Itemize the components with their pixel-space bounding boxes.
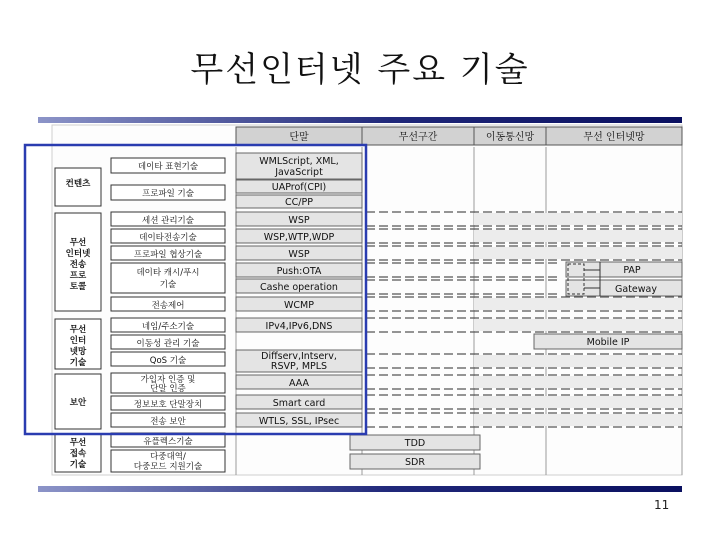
header-row [236,127,682,145]
tech-cache-push-1: 데이타 캐시/푸시 [136,268,200,278]
page-title: 무선인터넷 주요 기술 [190,50,530,90]
cell-wsp-2: WSP [288,249,310,260]
cell-pap: PAP [623,265,641,276]
category-wireless-access-2: 접속 [69,449,87,459]
tech-data-representation: 데이타 표현기술 [137,162,199,172]
tech-transfer-security: 전송 보안 [150,417,186,427]
cell-push-ota: Push:OTA [276,266,322,277]
category-protocol-4: 프로 [69,271,87,281]
category-protocol-3: 전송 [69,260,87,270]
cell-diffserv-2: RSVP, MPLS [270,361,328,372]
cell-wsp: WSP [288,215,310,226]
cell-wcmp: WCMP [284,300,314,311]
category-wireless-access-3: 기술 [69,460,87,470]
cell-wsp-wtp-wdp: WSP,WTP,WDP [263,232,335,243]
tech-mobility: 이동성 관리 기술 [136,339,200,349]
tech-subscriber-auth-2: 단말 인증 [150,384,186,394]
cell-uaprof: UAProf(CPI) [271,182,327,193]
tech-multiband-1: 다중대역/ [150,452,186,462]
cell-smart-card: Smart card [272,398,326,409]
page-number: 11 [654,498,670,512]
category-column [55,168,101,472]
tech-profile-negotiation: 프로파일 협상기술 [133,250,203,260]
tech-cache-push-2: 기술 [159,280,177,290]
header-mobile: 이동통신망 [485,132,535,143]
cell-gateway: Gateway [615,284,657,295]
tech-protection-device: 정보보호 단말장치 [133,400,203,410]
cell-diffserv-1: Diffserv,Intserv, [261,351,337,362]
category-protocol-2: 인터넷 [65,249,91,259]
cell-ipv: IPv4,IPv6,DNS [265,321,333,332]
category-network-1: 무선 [69,325,87,335]
category-protocol-1: 무선 [69,238,87,248]
category-protocol-5: 토콜 [69,282,87,292]
cell-ccpp: CC/PP [285,197,313,208]
cell-tdd: TDD [404,438,426,449]
cell-wmlscript-2: JavaScript [275,167,323,178]
header-terminal: 단말 [289,132,309,143]
tech-data-transfer: 데이타전송기술 [139,233,197,243]
tech-multiband-2: 다중모드 지원기술 [133,462,203,472]
cell-mobile-ip: Mobile IP [586,337,630,348]
cell-sdr: SDR [405,457,425,468]
cell-wtls: WTLS, SSL, IPsec [258,416,340,427]
header-wireless: 무선구간 [398,132,438,143]
category-network-4: 기술 [69,358,87,368]
category-content: 컨텐츠 [65,179,91,189]
category-wireless-access-1: 무선 [69,438,87,448]
tech-name-address: 네임/주소기술 [141,322,195,332]
cell-aaa: AAA [288,378,310,389]
tech-duplex: 유플렉스기술 [143,437,193,447]
tech-profile: 프로파일 기술 [142,189,194,199]
cell-cashe-operation: Cashe operation [260,282,338,293]
header-internet: 무선 인터넷망 [583,132,645,143]
tech-transfer-control: 전송제어 [151,301,185,311]
category-network-3: 넷망 [69,347,87,357]
cell-wmlscript-1: WMLScript, XML, [259,156,339,167]
tech-qos: QoS 기술 [149,356,187,366]
tech-session: 세션 관리기술 [142,216,194,226]
category-network-2: 인터 [69,336,87,346]
tech-subscriber-auth-1: 가입자 인증 및 [140,375,196,385]
category-security: 보안 [69,398,87,408]
